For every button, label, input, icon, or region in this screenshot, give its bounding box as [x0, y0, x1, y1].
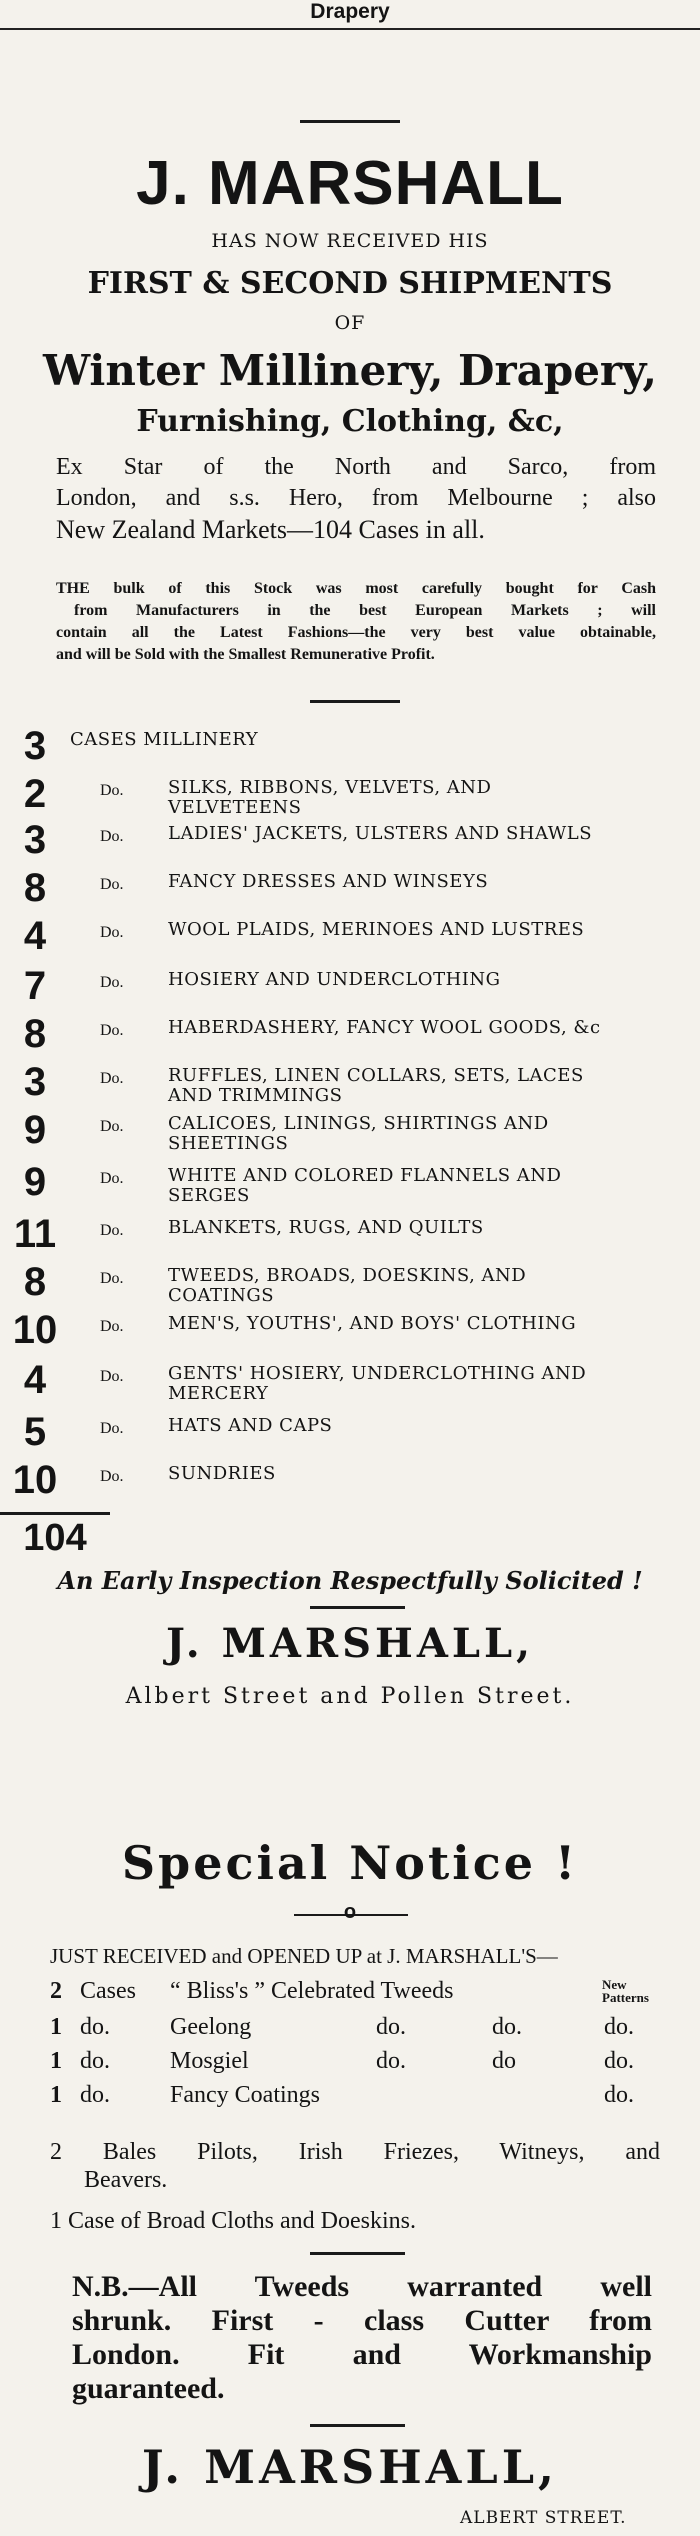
item-ditto: Do. [100, 1118, 124, 1135]
row-col-1: do. [376, 2014, 406, 2040]
shipments-line: FIRST & SECOND SHIPMENTS [87, 266, 613, 301]
row-name: “ Bliss's ” Celebrated Tweeds [170, 1978, 454, 2004]
item-quantity: 8 [23, 866, 47, 910]
item-ditto: Do. [100, 1270, 124, 1287]
row-col-3: New Patterns [602, 1977, 649, 2005]
item-description: SILKS, RIBBONS, VELVETS, AND VELVETEENS [168, 777, 492, 818]
para-line: THE bulk of this Stock was most carefully bought for Cash [56, 580, 656, 597]
item-quantity: 10 [12, 1308, 58, 1352]
item-description: LADIES' JACKETS, ULSTERS AND SHAWLS [168, 823, 593, 844]
top-rule [0, 28, 700, 30]
item-ditto: Do. [100, 782, 124, 799]
row-name: Geelong [170, 2014, 252, 2040]
item-ditto: Do. [100, 974, 124, 991]
stock-item [0, 1258, 700, 1306]
total-cases: 104 [23, 1517, 87, 1559]
item-ditto: Do. [100, 876, 124, 893]
section-title: Drapery [310, 0, 390, 23]
item-description: HABERDASHERY, FANCY WOOL GOODS, &c [168, 1017, 601, 1038]
item-quantity: 10 [12, 1458, 58, 1502]
stock-item [0, 722, 700, 770]
item-description: WHITE AND COLORED FLANNELS AND SERGES [168, 1165, 562, 1206]
nb-line: shrunk. First - class Cutter from [72, 2304, 652, 2337]
stock-item [0, 1158, 700, 1206]
item-description: HATS AND CAPS [168, 1415, 333, 1436]
item-quantity: 3 [23, 724, 47, 768]
item-quantity: 9 [23, 1160, 47, 1204]
row-qty: 1 [50, 2048, 62, 2074]
nb-line: guaranteed. [72, 2372, 225, 2405]
item-ditto: Do. [100, 924, 124, 941]
row-col-2: do [492, 2048, 516, 2074]
nb-line: N.B.—All Tweeds warranted well [72, 2270, 652, 2303]
divider-ornament: o [343, 1901, 357, 1923]
para-line: from Manufacturers in the best European Markets ; will [74, 602, 656, 619]
item-quantity: 7 [23, 964, 47, 1008]
row-name: Fancy Coatings [170, 2082, 320, 2108]
divider [310, 2252, 405, 2255]
ex-star-line: Ex Star of the North and Sarco, from [56, 454, 656, 480]
para-line: contain all the Latest Fashions—the very best value obtainable, [56, 624, 656, 641]
item-description: RUFFLES, LINEN COLLARS, SETS, LACES AND TRIMMINGS [168, 1065, 584, 1106]
item-quantity: 2 [23, 772, 47, 816]
item-quantity: 3 [23, 1060, 47, 1104]
tweed-row [50, 2082, 660, 2112]
broad-cloths-entry: 1 Case of Broad Cloths and Doeskins. [50, 2208, 416, 2234]
item-ditto: Do. [100, 1022, 124, 1039]
item-ditto: Do. [100, 1368, 124, 1385]
stock-item [0, 1456, 700, 1504]
item-quantity: 11 [13, 1212, 57, 1256]
stock-item [0, 1408, 700, 1456]
stock-item [0, 1058, 700, 1106]
stock-item [0, 1106, 700, 1154]
stock-item [0, 1210, 700, 1258]
stock-item [0, 912, 700, 960]
item-ditto: Do. [100, 828, 124, 845]
received-intro: JUST RECEIVED and OPENED UP at J. MARSHALL'S— [50, 1944, 558, 1968]
item-quantity: 8 [23, 1260, 47, 1304]
item-ditto: Do. [100, 1070, 124, 1087]
nb-notice [72, 2270, 652, 2406]
item-quantity: 5 [23, 1410, 47, 1454]
stock-item [0, 962, 700, 1010]
item-description: TWEEDS, BROADS, DOESKINS, AND COATINGS [168, 1265, 527, 1306]
row-qty: 1 [50, 2082, 62, 2108]
item-quantity: 9 [23, 1108, 47, 1152]
item-ditto: Do. [100, 1222, 124, 1239]
signature-name-2: J. MARSHALL, [141, 2440, 559, 2494]
stock-paragraph [56, 578, 656, 666]
advertiser-name: J. MARSHALL [136, 149, 564, 218]
stock-item [0, 864, 700, 912]
row-unit: do. [80, 2014, 110, 2040]
ex-star-line-2: London, and s.s. Hero, from Melbourne ; also [56, 485, 656, 511]
tweed-row [50, 2014, 660, 2044]
stock-item [0, 1010, 700, 1058]
received-line: HAS NOW RECEIVED HIS [211, 230, 489, 252]
of-line: OF [334, 312, 366, 334]
winter-millinery-line: Winter Millinery, Drapery, [42, 346, 658, 395]
nb-line: London. Fit and Workmanship [72, 2338, 652, 2371]
item-description: BLANKETS, RUGS, AND QUILTS [168, 1217, 484, 1238]
item-description: FANCY DRESSES AND WINSEYS [168, 871, 489, 892]
address: Albert Street and Pollen Street. [125, 1684, 575, 1709]
nz-markets-line: New Zealand Markets—104 Cases in all. [56, 515, 485, 544]
special-notice-heading: Special Notice ! [121, 1836, 579, 1890]
row-col-1: do. [376, 2048, 406, 2074]
item-ditto: Do. [100, 1468, 124, 1485]
row-col-3: do. [604, 2014, 634, 2040]
divider [310, 2424, 405, 2427]
row-col-3: do. [604, 2048, 634, 2074]
item-ditto: Do. [100, 1420, 124, 1437]
tweed-row [50, 2048, 660, 2078]
stock-item [0, 1306, 700, 1354]
row-unit: Cases [80, 1978, 136, 2004]
bales-entry [50, 2138, 660, 2194]
furnishing-line: Furnishing, Clothing, &c, [136, 404, 564, 439]
row-col-2: do. [492, 2014, 522, 2040]
address-2: ALBERT STREET. [460, 2508, 627, 2528]
item-quantity: 4 [23, 914, 47, 958]
item-ditto: Do. [100, 1170, 124, 1187]
stock-item [0, 1356, 700, 1404]
stock-item [0, 770, 700, 818]
item-description: WOOL PLAIDS, MERINOES AND LUSTRES [168, 919, 585, 940]
item-description: HOSIERY AND UNDERCLOTHING [168, 969, 501, 990]
item-description: CASES MILLINERY [70, 729, 259, 750]
shipment-details [56, 452, 656, 545]
signature-name: J. MARSHALL, [165, 1620, 535, 1667]
para-line: and will be Sold with the Smallest Remunerative Profit. [56, 646, 435, 663]
row-col-3: do. [604, 2082, 634, 2108]
item-description: CALICOES, LININGS, SHIRTINGS AND SHEETINGS [168, 1113, 549, 1154]
row-name: Mosgiel [170, 2048, 249, 2074]
tweed-row [50, 1978, 660, 2008]
row-unit: do. [80, 2048, 110, 2074]
total-rule [0, 1512, 110, 1515]
row-qty: 2 [50, 1978, 62, 2004]
item-description: SUNDRIES [168, 1463, 276, 1484]
row-qty: 1 [50, 2014, 62, 2040]
divider [310, 700, 400, 703]
divider [310, 1606, 405, 1609]
bales-line-2: Beavers. [84, 2167, 168, 2193]
divider [300, 120, 400, 123]
stock-item [0, 816, 700, 864]
item-description: MEN'S, YOUTHS', AND BOYS' CLOTHING [168, 1313, 577, 1334]
item-ditto: Do. [100, 1318, 124, 1335]
inspection-line: An Early Inspection Respectfully Solicited ! [57, 1566, 643, 1595]
item-quantity: 8 [23, 1012, 47, 1056]
item-quantity: 4 [23, 1358, 47, 1402]
item-quantity: 3 [23, 818, 47, 862]
row-unit: do. [80, 2082, 110, 2108]
item-description: GENTS' HOSIERY, UNDERCLOTHING AND MERCERY [168, 1363, 587, 1404]
bales-line: 2 Bales Pilots, Irish Friezes, Witneys, and [50, 2139, 660, 2165]
